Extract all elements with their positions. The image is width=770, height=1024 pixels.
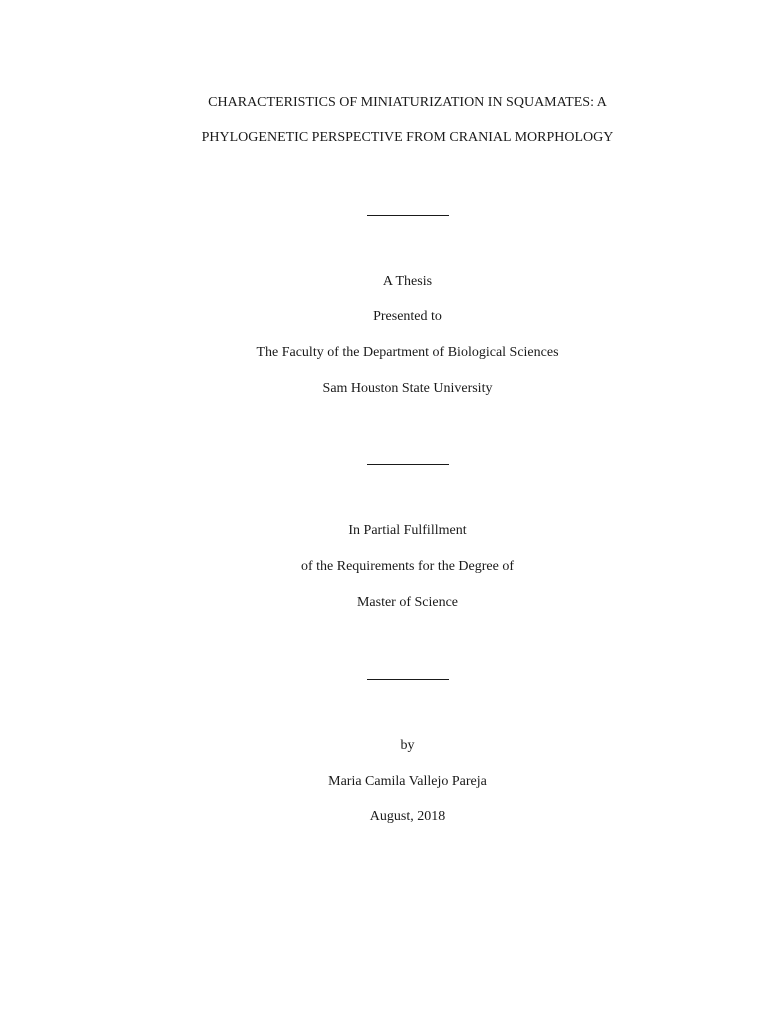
presented-to-label: Presented to [373,309,442,324]
degree-requirements-label: of the Requirements for the Degree of [300,559,515,574]
author-name: Maria Camila Vallejo Pareja [328,774,487,789]
university-name: Sam Houston State University [322,381,493,396]
thesis-title-line-2: PHYLOGENETIC PERSPECTIVE FROM CRANIAL MORPHOLOGY [201,130,614,145]
section-divider-2 [367,464,449,465]
faculty-name: The Faculty of the Department of Biological Sciences [256,345,559,360]
section-divider-1 [367,215,449,216]
degree-name: Master of Science [356,595,459,610]
document-type: A Thesis [382,274,433,289]
thesis-title-line-1: CHARACTERISTICS OF MINIATURIZATION IN SQUAMATES: A [208,95,607,110]
by-label: by [400,738,415,753]
section-divider-3 [367,679,449,680]
partial-fulfillment-label: In Partial Fulfillment [348,523,467,538]
submission-date: August, 2018 [369,809,446,824]
